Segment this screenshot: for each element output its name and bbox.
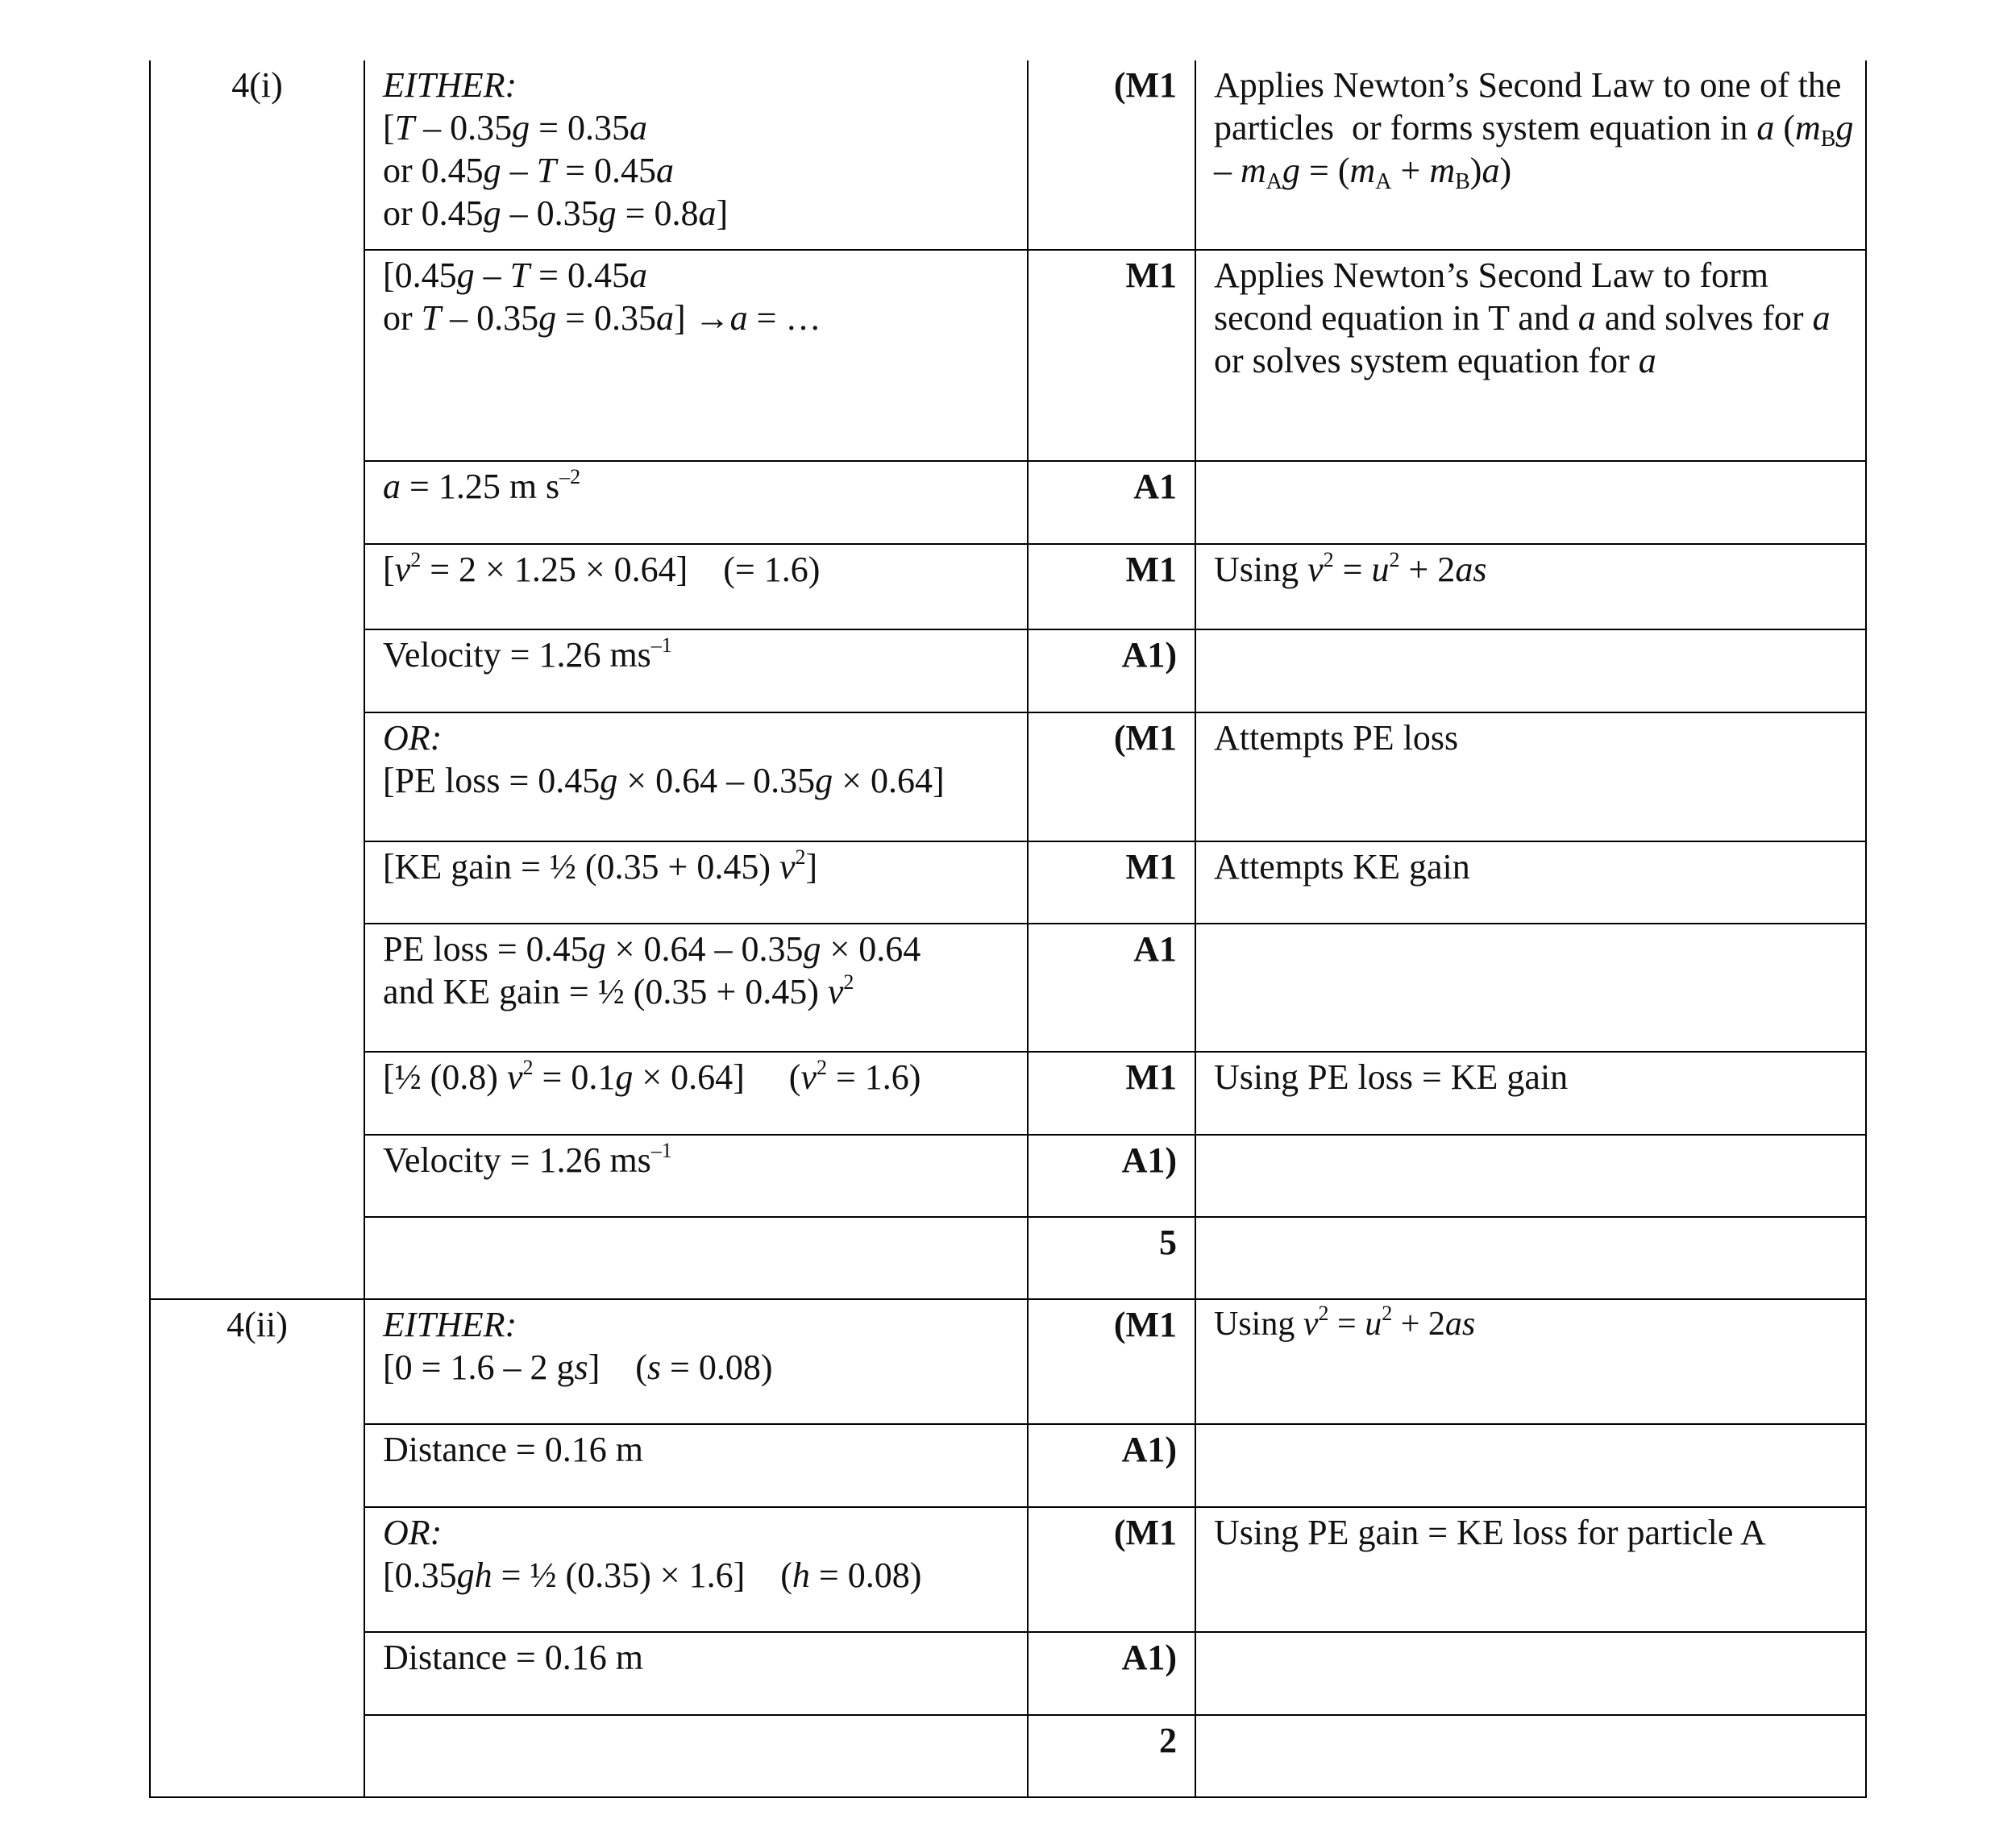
mark-cell: A1 (1028, 924, 1195, 1052)
guidance-cell: Using $v^2 = u^2 + 2as$ (1195, 544, 1866, 629)
guidance-cell (1195, 924, 1866, 1052)
table-row (150, 1135, 1866, 1217)
mark-cell: A1 (1028, 461, 1195, 544)
working-cell: Distance = 0.16 m (364, 1632, 1028, 1715)
table-row (150, 1715, 1866, 1797)
guidance-cell: Using PE loss = KE gain (1195, 1052, 1866, 1135)
working-cell (364, 1217, 1028, 1299)
guidance-cell (1195, 1424, 1866, 1507)
working-cell: Distance = 0.16 m (364, 1424, 1028, 1507)
working-cell (364, 1715, 1028, 1797)
guidance-cell (1195, 629, 1866, 712)
mark-cell: (M1 (1028, 1299, 1195, 1424)
total-mark-cell: 2 (1028, 1715, 1195, 1797)
working-cell (364, 60, 1028, 250)
mark-cell: M1 (1028, 1052, 1195, 1135)
total-mark-cell: 5 (1028, 1217, 1195, 1299)
working-line: [T – 0.35g = 0.35a (383, 108, 647, 147)
working-cell: [½ (0.8) $v^2 = 0.1g \times 0.64$] $(v^2 = 1.6)$ (364, 1052, 1028, 1135)
table-row (150, 712, 1866, 841)
guidance-cell: Attempts KE gain (1195, 841, 1866, 924)
mark-cell: A1) (1028, 1632, 1195, 1715)
mark-cell: A1) (1028, 629, 1195, 712)
guidance-cell (1195, 1217, 1866, 1299)
table-row (150, 1052, 1866, 1135)
question-label: 4(ii) (150, 1299, 364, 1797)
working-line: EITHER: (383, 65, 517, 105)
guidance-cell (1195, 1715, 1866, 1797)
table-row (150, 1299, 1866, 1424)
working-line: or 0.45g – 0.35g = 0.8a] (383, 193, 729, 233)
mark-cell: (M1 (1028, 60, 1195, 250)
table-row (150, 924, 1866, 1052)
mark-scheme-table (149, 60, 1867, 1798)
table-row (150, 250, 1866, 461)
guidance-line: Applies Newton’s Second Law to form second equation in T and a and solves for a (1214, 255, 1831, 338)
working-cell: Velocity = 1.26 $ms^{-1}$ (364, 1135, 1028, 1217)
mark-cell: M1 (1028, 250, 1195, 461)
mark-cell: M1 (1028, 544, 1195, 629)
question-label: 4(i) (150, 60, 364, 1299)
working-cell: OR: [PE loss = 0.45g × 0.64 – 0.35g × 0.64] (364, 712, 1028, 841)
table-row (150, 461, 1866, 544)
guidance-cell (1195, 461, 1866, 544)
mark-cell: (M1 (1028, 1507, 1195, 1632)
table-row (150, 1424, 1866, 1507)
guidance-cell: Using $v^2 = u^2 + 2as$ (1195, 1299, 1866, 1424)
working-cell: a = 1.25 m $s^{-2}$ (364, 461, 1028, 544)
table-row (150, 1507, 1866, 1632)
working-cell (364, 250, 1028, 461)
working-cell: PE loss = 0.45g × 0.64 – 0.35g × 0.64 and KE gain = ½ (0.35 + 0.45) $v^2$ (364, 924, 1028, 1052)
working-cell: EITHER: [0 = 1.6 – 2 gs] (s = 0.08) (364, 1299, 1028, 1424)
table-row (150, 1632, 1866, 1715)
guidance-cell (1195, 1135, 1866, 1217)
working-cell: [KE gain = ½ (0.35 + 0.45) $v^2$] (364, 841, 1028, 924)
working-cell: Velocity = 1.26 $ms^{-1}$ (364, 629, 1028, 712)
working-cell: $[v^2 = 2 \times 1.25 \times 0.64]$ (= 1.6) (364, 544, 1028, 629)
guidance-cell (1195, 250, 1866, 461)
table-row (150, 544, 1866, 629)
working-line: or 0.45g – T = 0.45a (383, 151, 674, 190)
guidance-cell: Attempts PE loss (1195, 712, 1866, 841)
guidance-line: Applies Newton’s Second Law to one of the particles or forms system equation in a $(m_Bg - m_Ag = (m_A + m_B)a)$ (1214, 65, 1854, 194)
working-line: [0.45g – T = 0.45a (383, 255, 647, 295)
mark-cell: (M1 (1028, 712, 1195, 841)
mark-cell: A1) (1028, 1424, 1195, 1507)
table-row (150, 1217, 1866, 1299)
mark-cell: M1 (1028, 841, 1195, 924)
table-row (150, 60, 1866, 250)
guidance-cell (1195, 1632, 1866, 1715)
working-line: or T – 0.35g = 0.35a] →a = … (383, 298, 821, 338)
guidance-cell: Using PE gain = KE loss for particle A (1195, 1507, 1866, 1632)
guidance-line: or solves system equation for a (1214, 341, 1656, 380)
table-row (150, 841, 1866, 924)
guidance-cell (1195, 60, 1866, 250)
mark-cell: A1) (1028, 1135, 1195, 1217)
table-row (150, 629, 1866, 712)
working-cell: OR: [0.35gh = ½ (0.35) × 1.6] (h = 0.08) (364, 1507, 1028, 1632)
